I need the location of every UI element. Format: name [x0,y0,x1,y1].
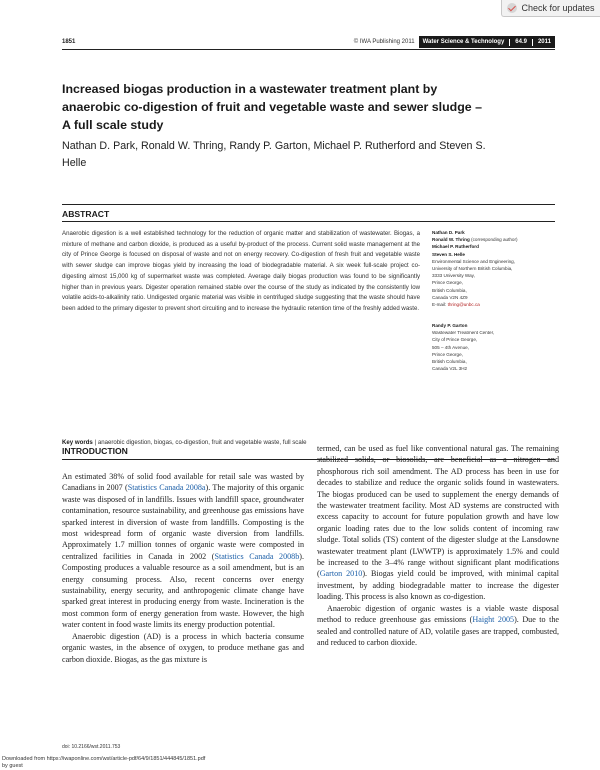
journal-volume: 64.9 [515,39,527,45]
affil-address-line: Wastewater Treatment Center, [432,330,495,336]
journal-name: Water Science & Technology [422,39,505,45]
body-paragraph [317,443,559,603]
check-for-updates-label: Check for updates [521,3,595,13]
citation-link[interactable]: Statistics Canada 2008b [214,551,300,561]
affil-author-name: Michael P. Rutherford [432,244,479,250]
body-paragraph: Anaerobic digestion (AD) is a process in which bacteria consume organic wastes, in the absence of oxygen, to produce methane gas and carbon dioxide. Biogas, as the gas mixture is [62,631,304,664]
affil-address-line: University of Northern British Columbia, [432,266,513,272]
journal-year: 2011 [537,39,551,45]
body-text: ). The majority of this organic waste was disposed of in landfills. Issues with landfill space, groundwater contamination, resource sustainability, and greenhouse gas emissions have sparked interest in diversion of waste from landfills. Composting is the most widespread form of organic waste diversion from landfills. Approximately 1.7 million tonnes of organic waste were composted in centralized facilities in Canada in 2002 ( [62,483,305,561]
citation-link[interactable]: Haight 2005 [472,615,515,625]
affil-address-line: Canada V2L 3H2 [432,366,468,372]
introduction-heading: INTRODUCTION [62,446,128,456]
citation-link[interactable]: Garton 2010 [319,569,363,579]
body-column-left [62,471,304,665]
affil-address-line: 505 – 4th Avenue, [432,344,469,350]
body-text: Anaerobic digestion of organic wastes is a viable waste disposal method to reduce greenhouse gas emissions ( [317,603,559,625]
affil-address-line: Environmental Science and Engineering, [432,258,515,264]
download-by: by guest [2,763,23,769]
body-text: ). Due to the sealed and controlled nature of AD, volatile gases are trapped, combusted, and reduced to carbon dioxide. [317,615,559,647]
body-paragraph [317,603,559,649]
article-title: Increased biogas production in a wastewater treatment plant by anaerobic co-digestion of fruit and vegetable waste and sewer sludge – A full scale study [62,82,483,132]
body-text: An estimated 38% of solid food available for retail sale was wasted by Canadians in 2007 ( [62,472,304,493]
download-url: Downloaded from https://iwaponline.com/wst/article-pdf/64/9/1851/444845/1851.pdf [2,756,206,762]
citation-link[interactable]: Statistics Canada 2008a [127,483,206,493]
email-label: E-mail: [432,302,447,308]
body-column-right [317,443,559,648]
affil-address-line: Prince George, [432,280,463,286]
affil-address-line: City of Prince George, [432,337,478,343]
author-list: Nathan D. Park, Ronald W. Thring, Randy P. Garton, Michael P. Rutherford and Steven S. Helle [62,140,486,169]
affil-author-name: Randy P. Garton [432,323,468,328]
running-head-rule [62,49,555,50]
download-notice [2,756,205,770]
banner-divider [532,39,533,46]
affil-author-name: Nathan D. Park [432,230,465,235]
running-head-right [354,36,555,48]
body-text: ). Composting produces a valuable resource as a soil amendment, but is an energy consuming process. Also, recent concerns over energy sustainability, energy security, and anthropogenic climate change have sparked great interest in producing energy from waste. Incineration is the most common form of energy generation from waste. However, the high water content in food waste limits its energy production potential. [62,551,304,630]
affil-address-line: Prince George, [432,351,463,357]
affiliation-block-2 [432,322,557,372]
abstract-heading-rule [62,221,555,222]
journal-banner [419,36,555,48]
affiliation-block-1 [432,229,557,308]
running-head [62,36,555,48]
check-for-updates-button[interactable] [501,0,600,17]
keywords: Key words | anaerobic digestion, biogas, co-digestion, fruit and vegetable waste, full scale [62,439,307,446]
body-paragraph [62,471,304,631]
affil-author-name: Ronald W. Thring [432,237,470,243]
page-number: 1851 [62,39,76,45]
abstract-heading: ABSTRACT [62,209,110,219]
check-updates-icon [507,3,517,13]
publisher-credit: © IWA Publishing 2011 [353,39,415,45]
keywords-list: anaerobic digestion, biogas, co-digestion, fruit and vegetable waste, full scale [97,439,307,446]
corresponding-author-note: (corresponding author) [471,237,518,243]
affil-author-name: Steven S. Helle [432,251,465,257]
affil-address-line: British Columbia, [432,287,467,293]
abstract-text: Anaerobic digestion is a well established technology for the reduction of organic matter and stabilization of wastewater. Biogas, a mixture of methane and carbon dioxide, is produced as a useful by-product of the process. Current solid waste management at the city of Prince George is focused on disposal of waste and not on energy recovery. Co-digestion of fresh fruit and vegetable waste with sewer sludge can improve biogas yield by increasing the load of biodegradable material. A six week full-scale project co-digesting almost 15,000 kg of supermarket waste was completed. Average daily biogas production was found to be significantly higher than in previous years. Digester operation remained stable over the course of the study as indicated by the consistently low volatile acids-to-alkalinity ratio. Undigested organic material was visible in centrifuged sludge suggesting that the waste should have been added to the primary digester to prevent short circuiting and to increase the hydraulic retention time of the freshly added waste. [62,230,420,312]
affil-address-line: 3333 University Way, [432,273,475,279]
abstract-top-rule [62,204,555,205]
affil-address-line: Canada V2N 4Z9 [432,294,468,300]
keywords-label: Key words [62,439,93,446]
body-text: ). Biogas yield could be improved, with minimal capital investment, by adding biodegradable matter to increase the digester loading. This process is also known as co-digestion. [317,569,559,602]
body-text: termed, can be used as fuel like conventional natural gas. The remaining stabilized solids, or biosolids, are beneficial as a nitrogen and phosphorous rich soil amendment. The AD process has been in use for decades to stabilize and reduce the organic solids found in wastewaters. The biogas produced can be used to supplement the energy demands of the wastewater treatment facility. Most AD systems are constructed with excess capacity to account for future population growth and have low organic loading rates due to the low solids content of incoming raw sludge. Total solids (TS) content of the digester sludge at the Lansdowne wastewater treatment plant (LWWTP) is approximately 1.5% and could be increased to the 3–4% range without significant plant modifications ( [317,444,559,579]
email-link[interactable]: thring@unbc.ca [447,302,480,308]
banner-divider [509,39,510,46]
doi-line: doi: 10.2166/wst.2011.753 [62,744,121,750]
affil-address-line: British Columbia, [432,359,467,365]
